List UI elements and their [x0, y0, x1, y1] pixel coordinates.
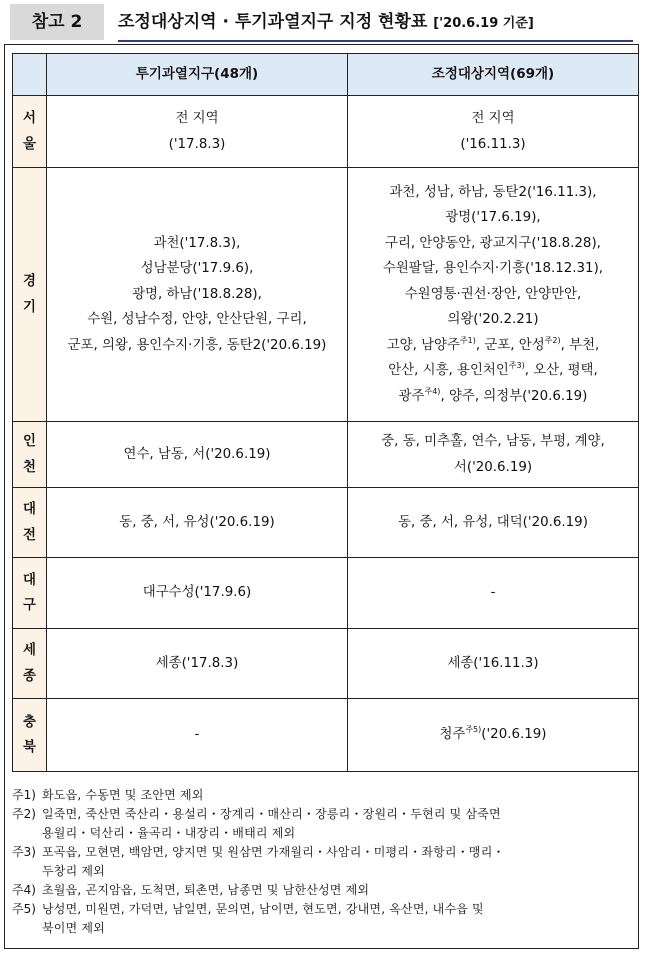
corner-cell [13, 54, 47, 96]
adjustment-cell-daegu: - [348, 558, 639, 629]
gyeonggi-line-9: 광주$^{주4)}$, 양주, 의정부('20.6.19) [398, 386, 588, 404]
column-header-speculation: 투기과열지구(48개) [47, 54, 348, 96]
adjustment-cell-gyeonggi: 과천, 성남, 하남, 동탄2('16.11.3), 광명('17.6.19), 구리, 안양동안, 광교지구('18.8.28), 수원팔달, 용인수지·기흥('18.12.31), 수원영통·권선·장안, 안양만안, 의왕('20.2.21) 고양, 남양주$^{주1)}$, 군포, 안성$^{주2)}$, 부천, 안산, 시흥, 용인처인$^{주3)}$, 오산, 평택, 광주$^{주4)}$, 양주, 의정부('20.6.19) [348, 168, 639, 422]
table-row-sejong [13, 629, 639, 699]
region-label-incheon: 인 천 [13, 422, 47, 488]
footnote-ref-5: 주5) [465, 725, 482, 735]
speculation-cell-gyeonggi: 과천('17.8.3), 성남분당('17.9.6), 광명, 하남('18.8.28), 수원, 성남수정, 안양, 안산단원, 구리, 군포, 의왕, 용인수지·기흥, 동탄2('20.6.19) [47, 168, 348, 422]
title-text: 조정대상지역 · 투기과열지구 지정 현황표 [118, 12, 428, 32]
region-label-gyeonggi: 경 기 [13, 168, 47, 422]
column-header-adjustment: 조정대상지역(69개) [348, 54, 639, 96]
footnote-1: 주1) 화도읍, 수동면 및 조안면 제외 [12, 788, 204, 802]
title-date: ['20.6.19 기준] [433, 16, 534, 31]
gyeonggi-line-8: 안산, 시흥, 용인처인$^{주3)}$, 오산, 평택, [388, 361, 598, 379]
footnote-ref-4: 주4) [424, 386, 441, 396]
footnote-4: 주4) 초월읍, 곤지암읍, 도척면, 퇴촌면, 남종면 및 남한산성면 제외 [12, 883, 370, 897]
speculation-cell-chungbuk: - [47, 699, 348, 772]
speculation-cell-seoul: 전 지역 ('17.8.3) [47, 96, 348, 168]
table-row-incheon [13, 422, 639, 488]
footnote-ref-3: 주3) [508, 361, 525, 371]
adjustment-cell-chungbuk: 청주$^{주5)}$('20.6.19) [348, 699, 639, 772]
adjustment-cell-incheon: 중, 동, 미추홀, 연수, 남동, 부평, 계양, 서('20.6.19) [348, 422, 639, 488]
speculation-cell-sejong: 세종('17.8.3) [47, 629, 348, 699]
footnote-2: 주2) 일죽면, 죽산면 죽산리・용설리・장계리・매산리・장릉리・장원리・두현리 및 삼죽면 용월리・덕산리・율곡리・내장리・배태리 제외 [12, 807, 501, 840]
table-row-gyeonggi [13, 168, 639, 422]
designation-table [12, 53, 639, 772]
page-header [10, 4, 638, 42]
region-label-chungbuk: 충 북 [13, 699, 47, 772]
speculation-cell-incheon: 연수, 남동, 서('20.6.19) [47, 422, 348, 488]
speculation-cell-daegu: 대구수성('17.9.6) [47, 558, 348, 629]
region-label-sejong: 세 종 [13, 629, 47, 699]
table-header-row [13, 54, 639, 96]
table-row-chungbuk [13, 699, 639, 772]
adjustment-cell-seoul: 전 지역 ('16.11.3) [348, 96, 639, 168]
region-label-seoul: 서 울 [13, 96, 47, 168]
footnote-3: 주3) 포곡읍, 모현면, 백암면, 양지면 및 원삼면 가재월리・사암리・미평리・좌항리・맹리・ 두창리 제외 [12, 845, 505, 878]
reference-badge: 참고 2 [10, 4, 104, 40]
adjustment-cell-daejeon: 동, 중, 서, 유성, 대덕('20.6.19) [348, 488, 639, 558]
speculation-cell-daejeon: 동, 중, 서, 유성('20.6.19) [47, 488, 348, 558]
page-title [118, 4, 633, 42]
gyeonggi-line-7: 고양, 남양주$^{주1)}$, 군포, 안성$^{주2)}$, 부천, [386, 335, 600, 353]
footnote-5: 주5) 낭성면, 미원면, 가덕면, 남일면, 문의면, 남이면, 현도면, 강내면, 옥산면, 내수읍 및 북이면 제외 [12, 902, 484, 935]
footnotes [12, 786, 632, 938]
adjustment-cell-sejong: 세종('16.11.3) [348, 629, 639, 699]
region-label-daegu: 대 구 [13, 558, 47, 629]
table-row-daejeon [13, 488, 639, 558]
footnote-ref-1: 주1) [459, 335, 476, 345]
footnote-ref-2: 주2) [544, 335, 561, 345]
table-row-daegu [13, 558, 639, 629]
table-row-seoul [13, 96, 639, 168]
region-label-daejeon: 대 전 [13, 488, 47, 558]
